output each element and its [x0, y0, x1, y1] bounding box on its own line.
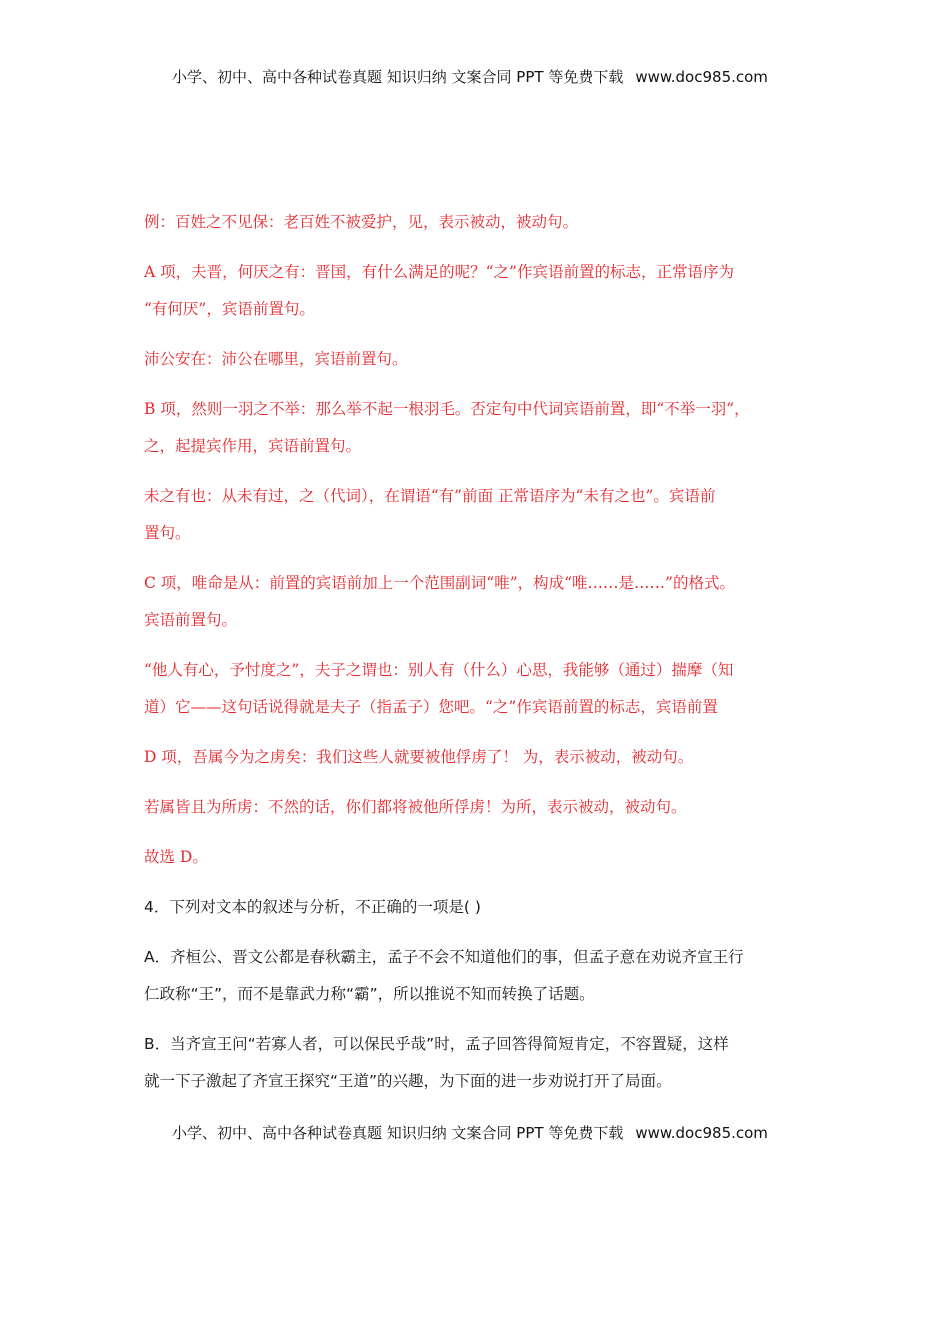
- question-paragraph: [144, 939, 814, 1013]
- answer-explanation-paragraph: [144, 789, 814, 826]
- answer-explanation-paragraph: [144, 652, 814, 726]
- text-line: A．齐桓公、晋文公都是春秋霸主，孟子不会不知道他们的事，但孟子意在劝说齐宣王行: [144, 948, 744, 966]
- text-line: 例：百姓之不见保：老百姓不被爱护，见，表示被动，被动句。: [144, 213, 579, 231]
- text-line: 4．下列对文本的叙述与分析，不正确的一项是( ): [144, 898, 481, 916]
- text-line: “他人有心，予忖度之”，夫子之谓也：别人有（什么）心思，我能够（通过）揣摩（知: [144, 661, 734, 679]
- text-line: A 项，夫晋，何厌之有：晋国，有什么满足的呢？“之”作宾语前置的标志，正常语序为: [144, 263, 734, 281]
- answer-explanation-paragraph: [144, 839, 814, 876]
- text-line: “有何厌”，宾语前置句。: [144, 300, 315, 318]
- text-line: 宾语前置句。: [144, 611, 238, 629]
- text-line: 沛公安在：沛公在哪里，宾语前置句。: [144, 350, 408, 368]
- document-body: [144, 204, 814, 1113]
- text-line: 仁政称“王”，而不是靠武力称“霸”，所以推说不知而转换了话题。: [144, 985, 595, 1003]
- question-paragraph: [144, 889, 814, 926]
- text-line: 故选 D。: [144, 848, 208, 866]
- footer-url: www.doc985.com: [635, 1124, 768, 1142]
- text-line: C 项，唯命是从：前置的宾语前加上一个范围副词“唯”，构成“唯……是……”的格式。: [144, 574, 735, 592]
- answer-explanation-paragraph: [144, 739, 814, 776]
- answer-explanation-paragraph: [144, 478, 814, 552]
- text-line: D 项，吾属今为之虏矣：我们这些人就要被他俘虏了！ 为，表示被动，被动句。: [144, 748, 694, 766]
- answer-explanation-paragraph: [144, 565, 814, 639]
- text-line: B．当齐宣王问“若寡人者，可以保民乎哉”时，孟子回答得简短肯定，不容置疑，这样: [144, 1035, 729, 1053]
- header-url: www.doc985.com: [635, 68, 768, 86]
- answer-explanation-paragraph: [144, 341, 814, 378]
- text-line: 就一下子激起了齐宣王探究“王道”的兴趣，为下面的进一步劝说打开了局面。: [144, 1072, 672, 1090]
- header-text: 小学、初中、高中各种试卷真题 知识归纳 文案合同 PPT 等免费下载: [172, 68, 624, 86]
- answer-explanation-paragraph: [144, 254, 814, 328]
- page-footer: [172, 1122, 768, 1143]
- text-line: 若属皆且为所虏：不然的话，你们都将被他所俘虏！为所，表示被动，被动句。: [144, 798, 687, 816]
- page-header: [172, 66, 768, 87]
- text-line: 未之有也：从未有过，之（代词），在谓语“有”前面 正常语序为“未有之也”。宾语前: [144, 487, 716, 505]
- answer-explanation-paragraph: [144, 391, 814, 465]
- answer-explanation-paragraph: [144, 204, 814, 241]
- question-paragraph: [144, 1026, 814, 1100]
- footer-text: 小学、初中、高中各种试卷真题 知识归纳 文案合同 PPT 等免费下载: [172, 1124, 624, 1142]
- text-line: B 项，然则一羽之不举：那么举不起一根羽毛。否定句中代词宾语前置，即“不举一羽”，: [144, 400, 750, 418]
- text-line: 置句。: [144, 524, 191, 542]
- text-line: 道）它——这句话说得就是夫子（指孟子）您吧。“之”作宾语前置的标志，宾语前置: [144, 698, 718, 716]
- text-line: 之，起提宾作用，宾语前置句。: [144, 437, 362, 455]
